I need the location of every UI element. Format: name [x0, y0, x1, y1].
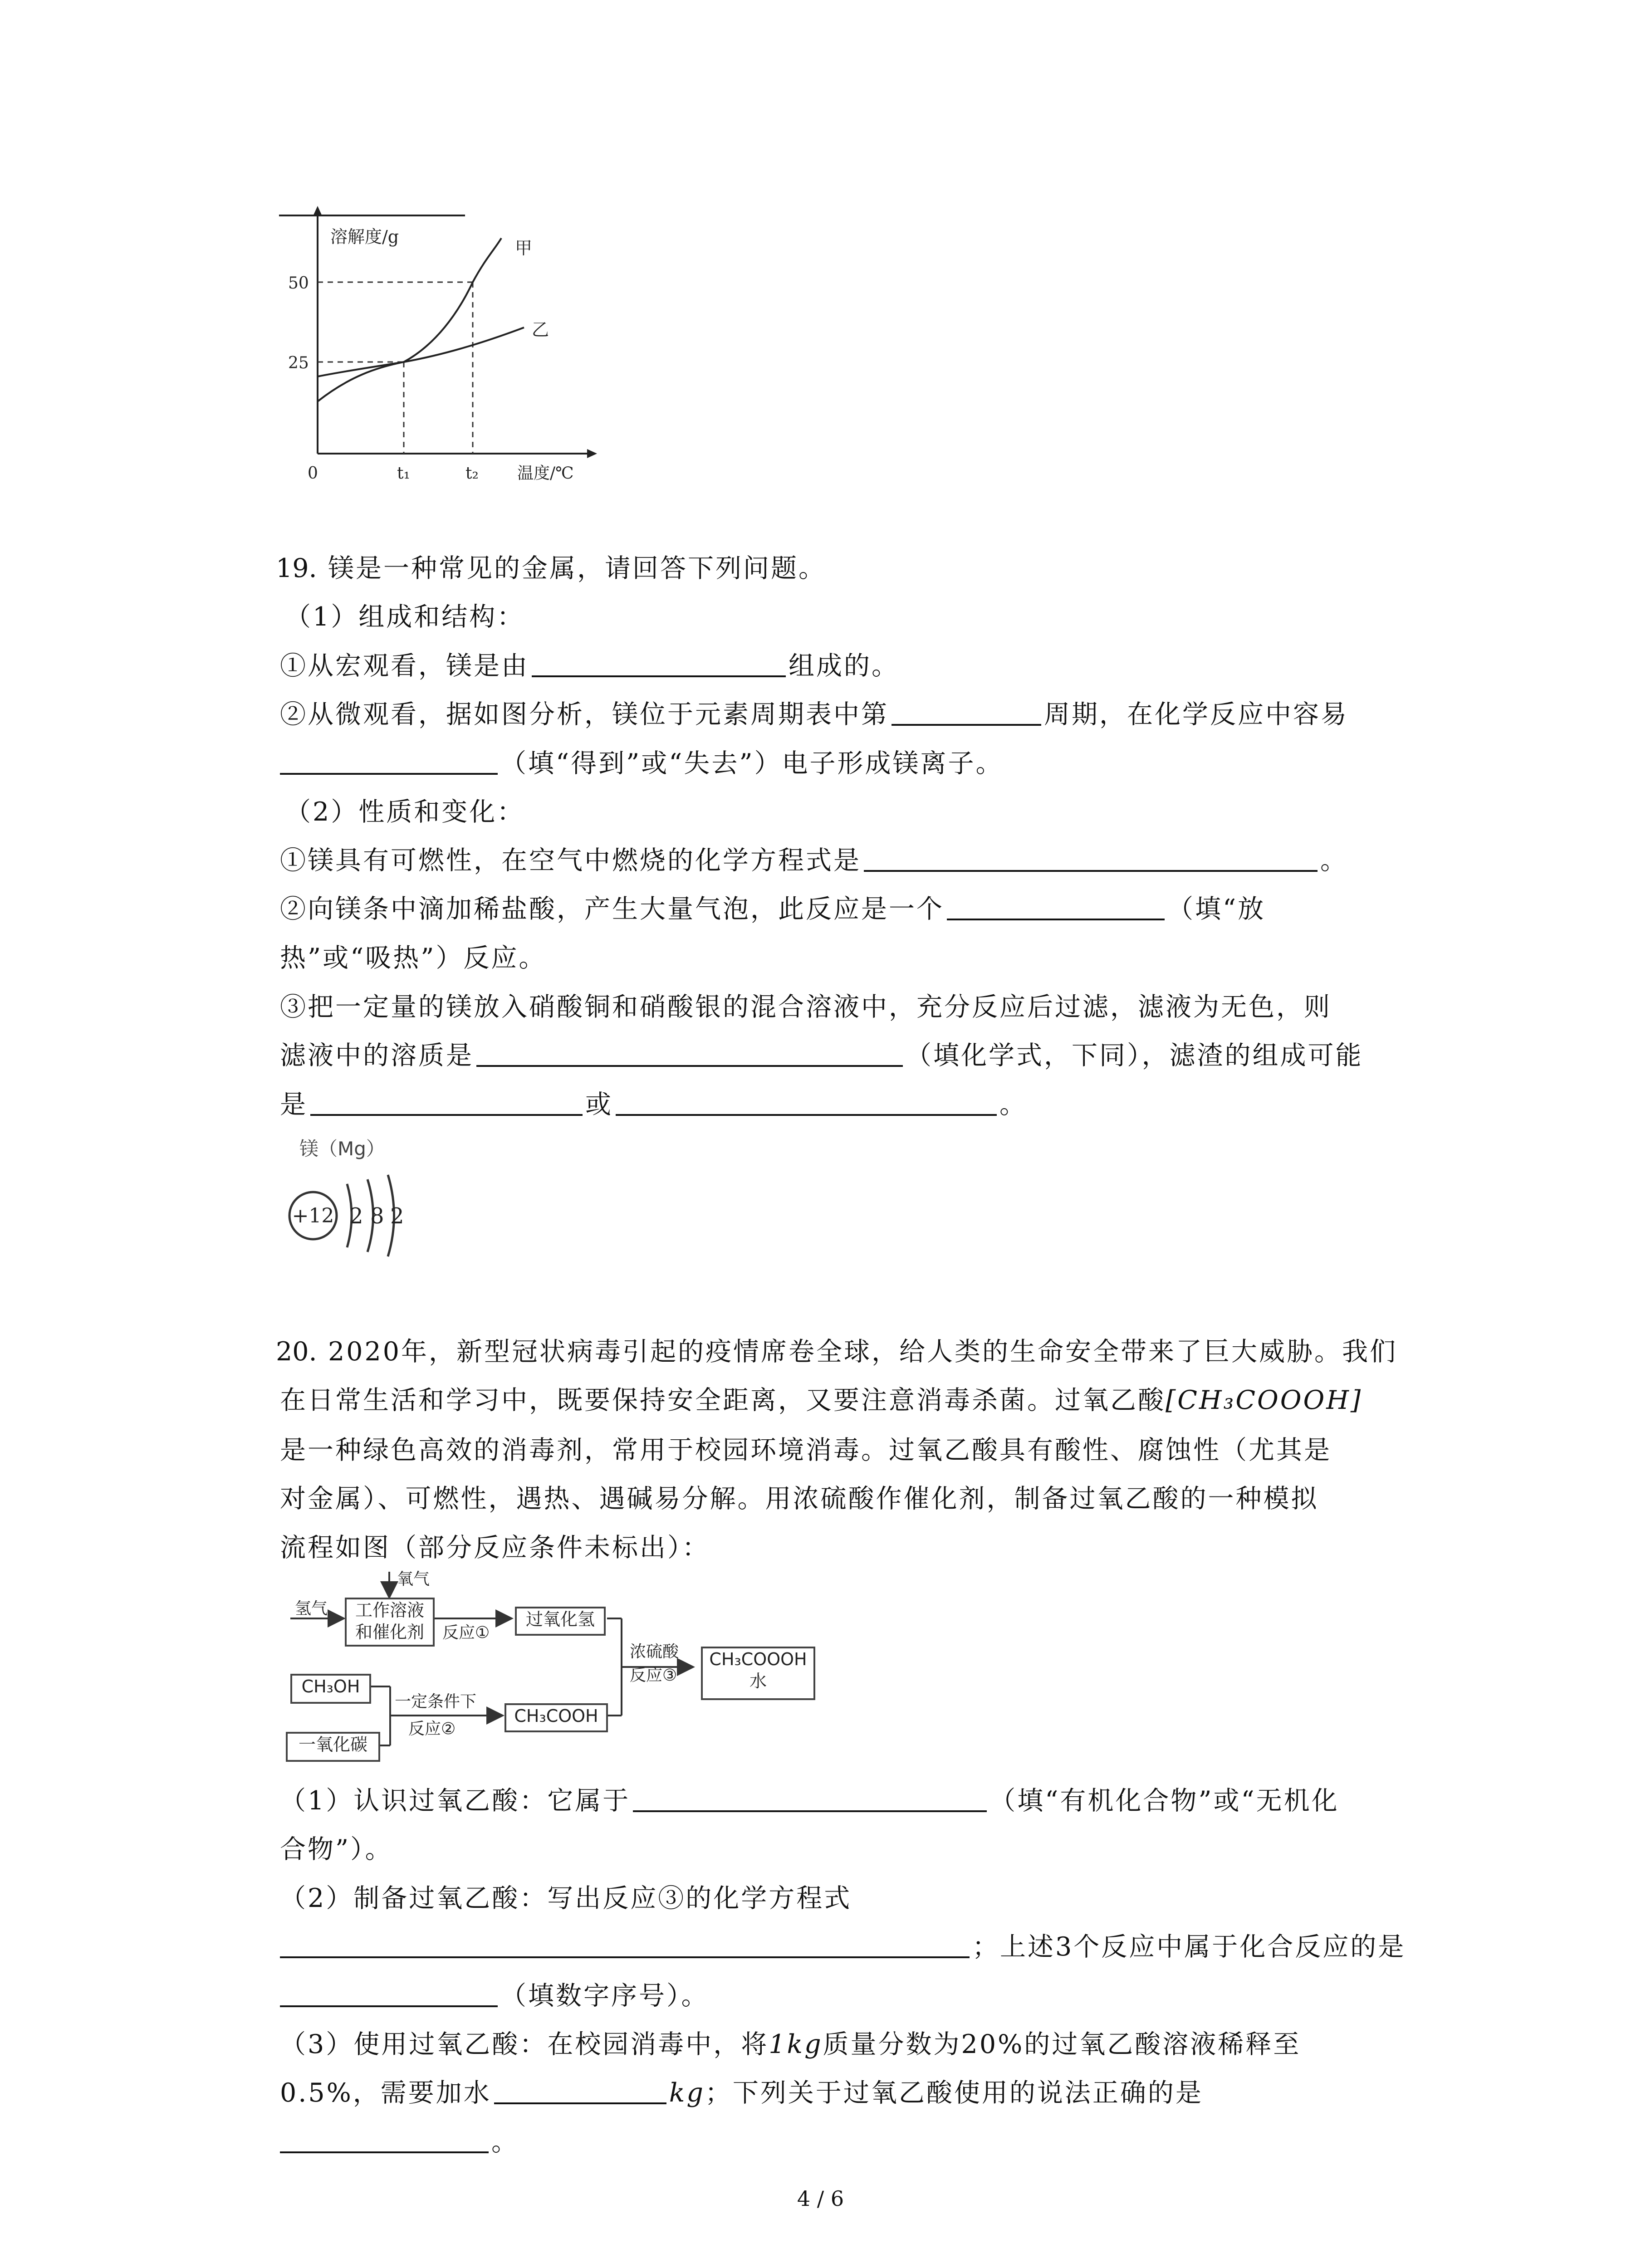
series-jia-label: 甲 — [515, 238, 533, 258]
q19-part2-title: （2）性质和变化： — [285, 797, 525, 827]
q20-answer-blank-3[interactable] — [280, 1978, 498, 2007]
q20-part3-l3-post: 。 — [491, 2127, 519, 2157]
q19-answer-blank-2[interactable] — [892, 697, 1041, 726]
q19-answer-blank-5[interactable] — [947, 891, 1165, 920]
q20-answer-blank-4[interactable] — [494, 2075, 666, 2104]
q20-part3-l2-pre: 0.5%，需要加水 — [280, 2078, 491, 2108]
mg-nucleus: +12 — [292, 1204, 334, 1227]
q19-answer-blank-3[interactable] — [280, 746, 498, 775]
flow-product-line1: CH₃COOOH — [709, 1649, 807, 1669]
q19-part1-title: （1）组成和结构： — [285, 602, 525, 632]
q20-part1-post: （填“有机化合物”或“无机化 — [989, 1786, 1339, 1816]
q19-answer-blank-7[interactable] — [310, 1087, 583, 1116]
page-number: 4 / 6 — [797, 2186, 844, 2211]
mg-atom-structure — [281, 1161, 417, 1270]
q20-line5: 流程如图（部分反应条件未标出）： — [280, 1533, 710, 1563]
mg-shell-3: 2 — [390, 1203, 404, 1229]
q19-part2-a-post: 。 — [1320, 846, 1348, 875]
x-tick-t1: t₁ — [397, 464, 410, 481]
flow-work-solution-line1: 工作溶液 — [355, 1600, 424, 1620]
q20-line2 — [280, 1382, 1362, 1418]
q19-part2-b-post: （填“放 — [1167, 894, 1266, 924]
q20-answer-blank-2[interactable] — [280, 1929, 970, 1958]
q19-part1-a — [280, 648, 899, 684]
mg-shell-1: 2 — [349, 1203, 363, 1229]
flow-reaction2: 反应② — [408, 1720, 456, 1738]
flow-box-co — [286, 1732, 380, 1762]
q20-part3-pre: （3）使用过氧乙酸：在校园消毒中，将 — [280, 2029, 769, 2059]
q19-answer-blank-4[interactable] — [864, 843, 1318, 872]
q20-part3-mid: 质量分数为20%的过氧乙酸溶液稀释至 — [823, 2029, 1301, 2059]
q19-part2-b-pre: ②向镁条中滴加稀盐酸，产生大量气泡，此反应是一个 — [280, 894, 944, 924]
q20-line2-pre: 在日常生活和学习中，既要保持安全距离，又要注意消毒杀菌。过氧乙酸 — [280, 1385, 1166, 1415]
y-tick-25: 25 — [288, 354, 309, 372]
q19-part2-b-line2: 热”或“吸热”）反应。 — [280, 943, 547, 973]
q19-part2-c-line2 — [280, 1037, 1363, 1074]
q19-part2-c-l3-post: 。 — [999, 1090, 1027, 1119]
flow-oxygen: 氧气 — [397, 1570, 430, 1589]
q19-part2-a-pre: ①镁具有可燃性，在空气中燃烧的化学方程式是 — [280, 846, 861, 875]
q20-part2-line2 — [280, 1929, 1406, 1965]
q19-part2-b — [280, 891, 1265, 927]
y-tick-50: 50 — [288, 274, 309, 293]
flow-reaction3: 反应③ — [630, 1666, 677, 1685]
peracetic-acid-formula: [CH₃COOOH] — [1166, 1385, 1363, 1415]
q20-part3-line2 — [280, 2075, 1203, 2111]
q19-part1-b-pre: ②从微观看，据如图分析，镁位于元素周期表中第 — [280, 699, 889, 729]
q19-stem: 镁是一种常见的金属，请回答下列问题。 — [328, 553, 826, 583]
q20-part3 — [280, 2026, 1301, 2063]
q19-part2-c-l3-mid: 或 — [585, 1090, 613, 1119]
q20-part3-unit1: 1kg — [769, 2029, 823, 2059]
flow-ch3oh: CH₃OH — [301, 1677, 360, 1696]
flow-work-solution-line2: 和催化剂 — [355, 1622, 424, 1642]
q19-part2-c-line1: ③把一定量的镁放入硝酸铜和硝酸银的混合溶液中，充分反应后过滤，滤液为无色，则 — [280, 992, 1332, 1022]
q20-part1-pre: （1）认识过氧乙酸：它属于 — [280, 1786, 631, 1816]
flow-condition: 一定条件下 — [395, 1692, 477, 1711]
q19-part2-c-pre: 滤液中的溶质是 — [280, 1041, 474, 1070]
flow-product-line2: 水 — [749, 1671, 767, 1691]
q20-part3-l2-post: ；下列关于过氧乙酸使用的说法正确的是 — [705, 2078, 1203, 2108]
mg-atom-label: 镁（Mg） — [299, 1138, 385, 1160]
flow-box-h2o2 — [515, 1607, 606, 1636]
x-axis-label: 温度/℃ — [517, 464, 574, 481]
flow-box-work-solution — [345, 1598, 435, 1647]
q19-part1-b-mid: 周期，在化学反应中容易 — [1044, 699, 1348, 729]
q20-part1-line2: 合物”）。 — [280, 1834, 393, 1864]
q20-part1 — [280, 1783, 1339, 1819]
q19-number: 19. — [276, 553, 317, 583]
q19-answer-blank-6[interactable] — [476, 1038, 903, 1067]
q20-part2-post: ；上述3个反应中属于化合反应的是 — [972, 1932, 1406, 1962]
x-tick-t2: t₂ — [465, 464, 479, 481]
flow-co: 一氧化碳 — [298, 1735, 367, 1755]
q20-number: 20. — [276, 1337, 317, 1367]
flow-box-ch3oh — [290, 1674, 371, 1704]
flow-hydrogen: 氢气 — [295, 1599, 328, 1618]
flow-ch3cooh: CH₃COOH — [514, 1706, 598, 1726]
series-yi-label: 乙 — [532, 320, 549, 340]
flow-box-ch3cooh — [505, 1703, 608, 1732]
q19-part1-b — [280, 696, 1348, 733]
q20-part2-line3 — [280, 1978, 709, 2014]
q20-part2-line3-text: （填数字序号）。 — [500, 1981, 709, 2011]
flow-h2so4: 浓硫酸 — [630, 1642, 679, 1661]
q20-line1: 2020年，新型冠状病毒引起的疫情席卷全球，给人类的生命安全带来了巨大威胁。我们 — [328, 1337, 1398, 1367]
q19-part1-a-pre: ①从宏观看，镁是由 — [280, 651, 529, 681]
solubility-chart — [254, 200, 608, 481]
q19-part2-c-line3 — [280, 1086, 1027, 1123]
origin-label: 0 — [308, 464, 318, 481]
flow-box-product — [701, 1647, 815, 1700]
mg-shell-2: 8 — [370, 1203, 384, 1229]
q19-answer-blank-8[interactable] — [616, 1087, 997, 1116]
q20-part2-title: （2）制备过氧乙酸：写出反应③的化学方程式 — [280, 1883, 852, 1913]
q20-part3-unit2: kg — [669, 2078, 705, 2108]
q19-answer-blank-1[interactable] — [532, 648, 786, 677]
q20-answer-blank-1[interactable] — [633, 1783, 987, 1812]
flow-reaction1: 反应① — [442, 1623, 490, 1642]
q20-line4: 对金属）、可燃性，遇热、遇碱易分解。用浓硫酸作催化剂，制备过氧乙酸的一种模拟 — [280, 1484, 1319, 1514]
q19-part2-c-l3-pre: 是 — [280, 1090, 308, 1119]
q20-answer-blank-5[interactable] — [280, 2124, 489, 2153]
q20-part3-line3 — [280, 2124, 519, 2160]
q19-part1-b-line2 — [280, 745, 1004, 782]
q19-part1-a-post: 组成的。 — [789, 651, 899, 681]
y-axis-label: 溶解度/g — [330, 227, 399, 247]
q20-line3: 是一种绿色高效的消毒剂，常用于校园环境消毒。过氧乙酸具有酸性、腐蚀性（尤其是 — [280, 1435, 1332, 1465]
q19-part1-b-post: （填“得到”或“失去”）电子形成镁离子。 — [500, 748, 1004, 778]
q19-part2-a — [280, 842, 1348, 879]
flow-h2o2: 过氧化氢 — [525, 1609, 595, 1629]
q19-part2-c-mid: （填化学式，下同），滤渣的组成可能 — [906, 1041, 1363, 1070]
